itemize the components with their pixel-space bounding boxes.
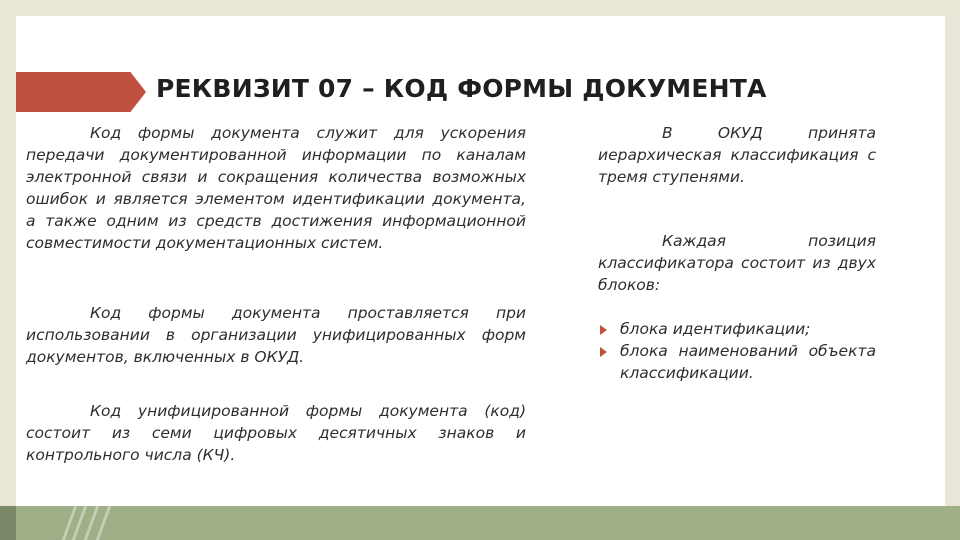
footer-decoration: [0, 506, 960, 540]
slide: [16, 16, 945, 506]
right-paragraph-1: В ОКУД принята иерархическая классификация с тремя ступенями.: [598, 124, 876, 186]
list-item: [598, 318, 876, 340]
bullet-arrow-icon: [600, 325, 607, 335]
bullet-arrow-icon: [600, 347, 607, 357]
title-accent-arrow: [16, 72, 146, 112]
bullet-text: блока наименований объекта классификации.: [620, 342, 876, 382]
right-paragraph-2: Каждая позиция классификатора состоит из двух блоков:: [598, 232, 876, 294]
bullet-text: блока идентификации;: [620, 320, 811, 338]
left-paragraph-1: Код формы документа служит для ускорения передачи документированной информации по каналам электронной связи и сокращения количества возможных ошибок и является элементом идентификации документа, а также одним из средств достижения информационной совместимости документационных систем.: [26, 124, 526, 252]
left-paragraph-3: Код унифицированной формы документа (код) состоит из семи цифровых десятичных знаков и контрольного числа (КЧ).: [26, 402, 526, 464]
slide-title: РЕКВИЗИТ 07 – КОД ФОРМЫ ДОКУМЕНТА: [156, 74, 767, 103]
footer-left-accent: [0, 506, 16, 540]
list-item: [598, 340, 876, 384]
left-paragraph-2: Код формы документа проставляется при использовании в организации унифицированных форм документов, включенных в ОКУД.: [26, 304, 526, 366]
bullet-list: [598, 318, 876, 384]
